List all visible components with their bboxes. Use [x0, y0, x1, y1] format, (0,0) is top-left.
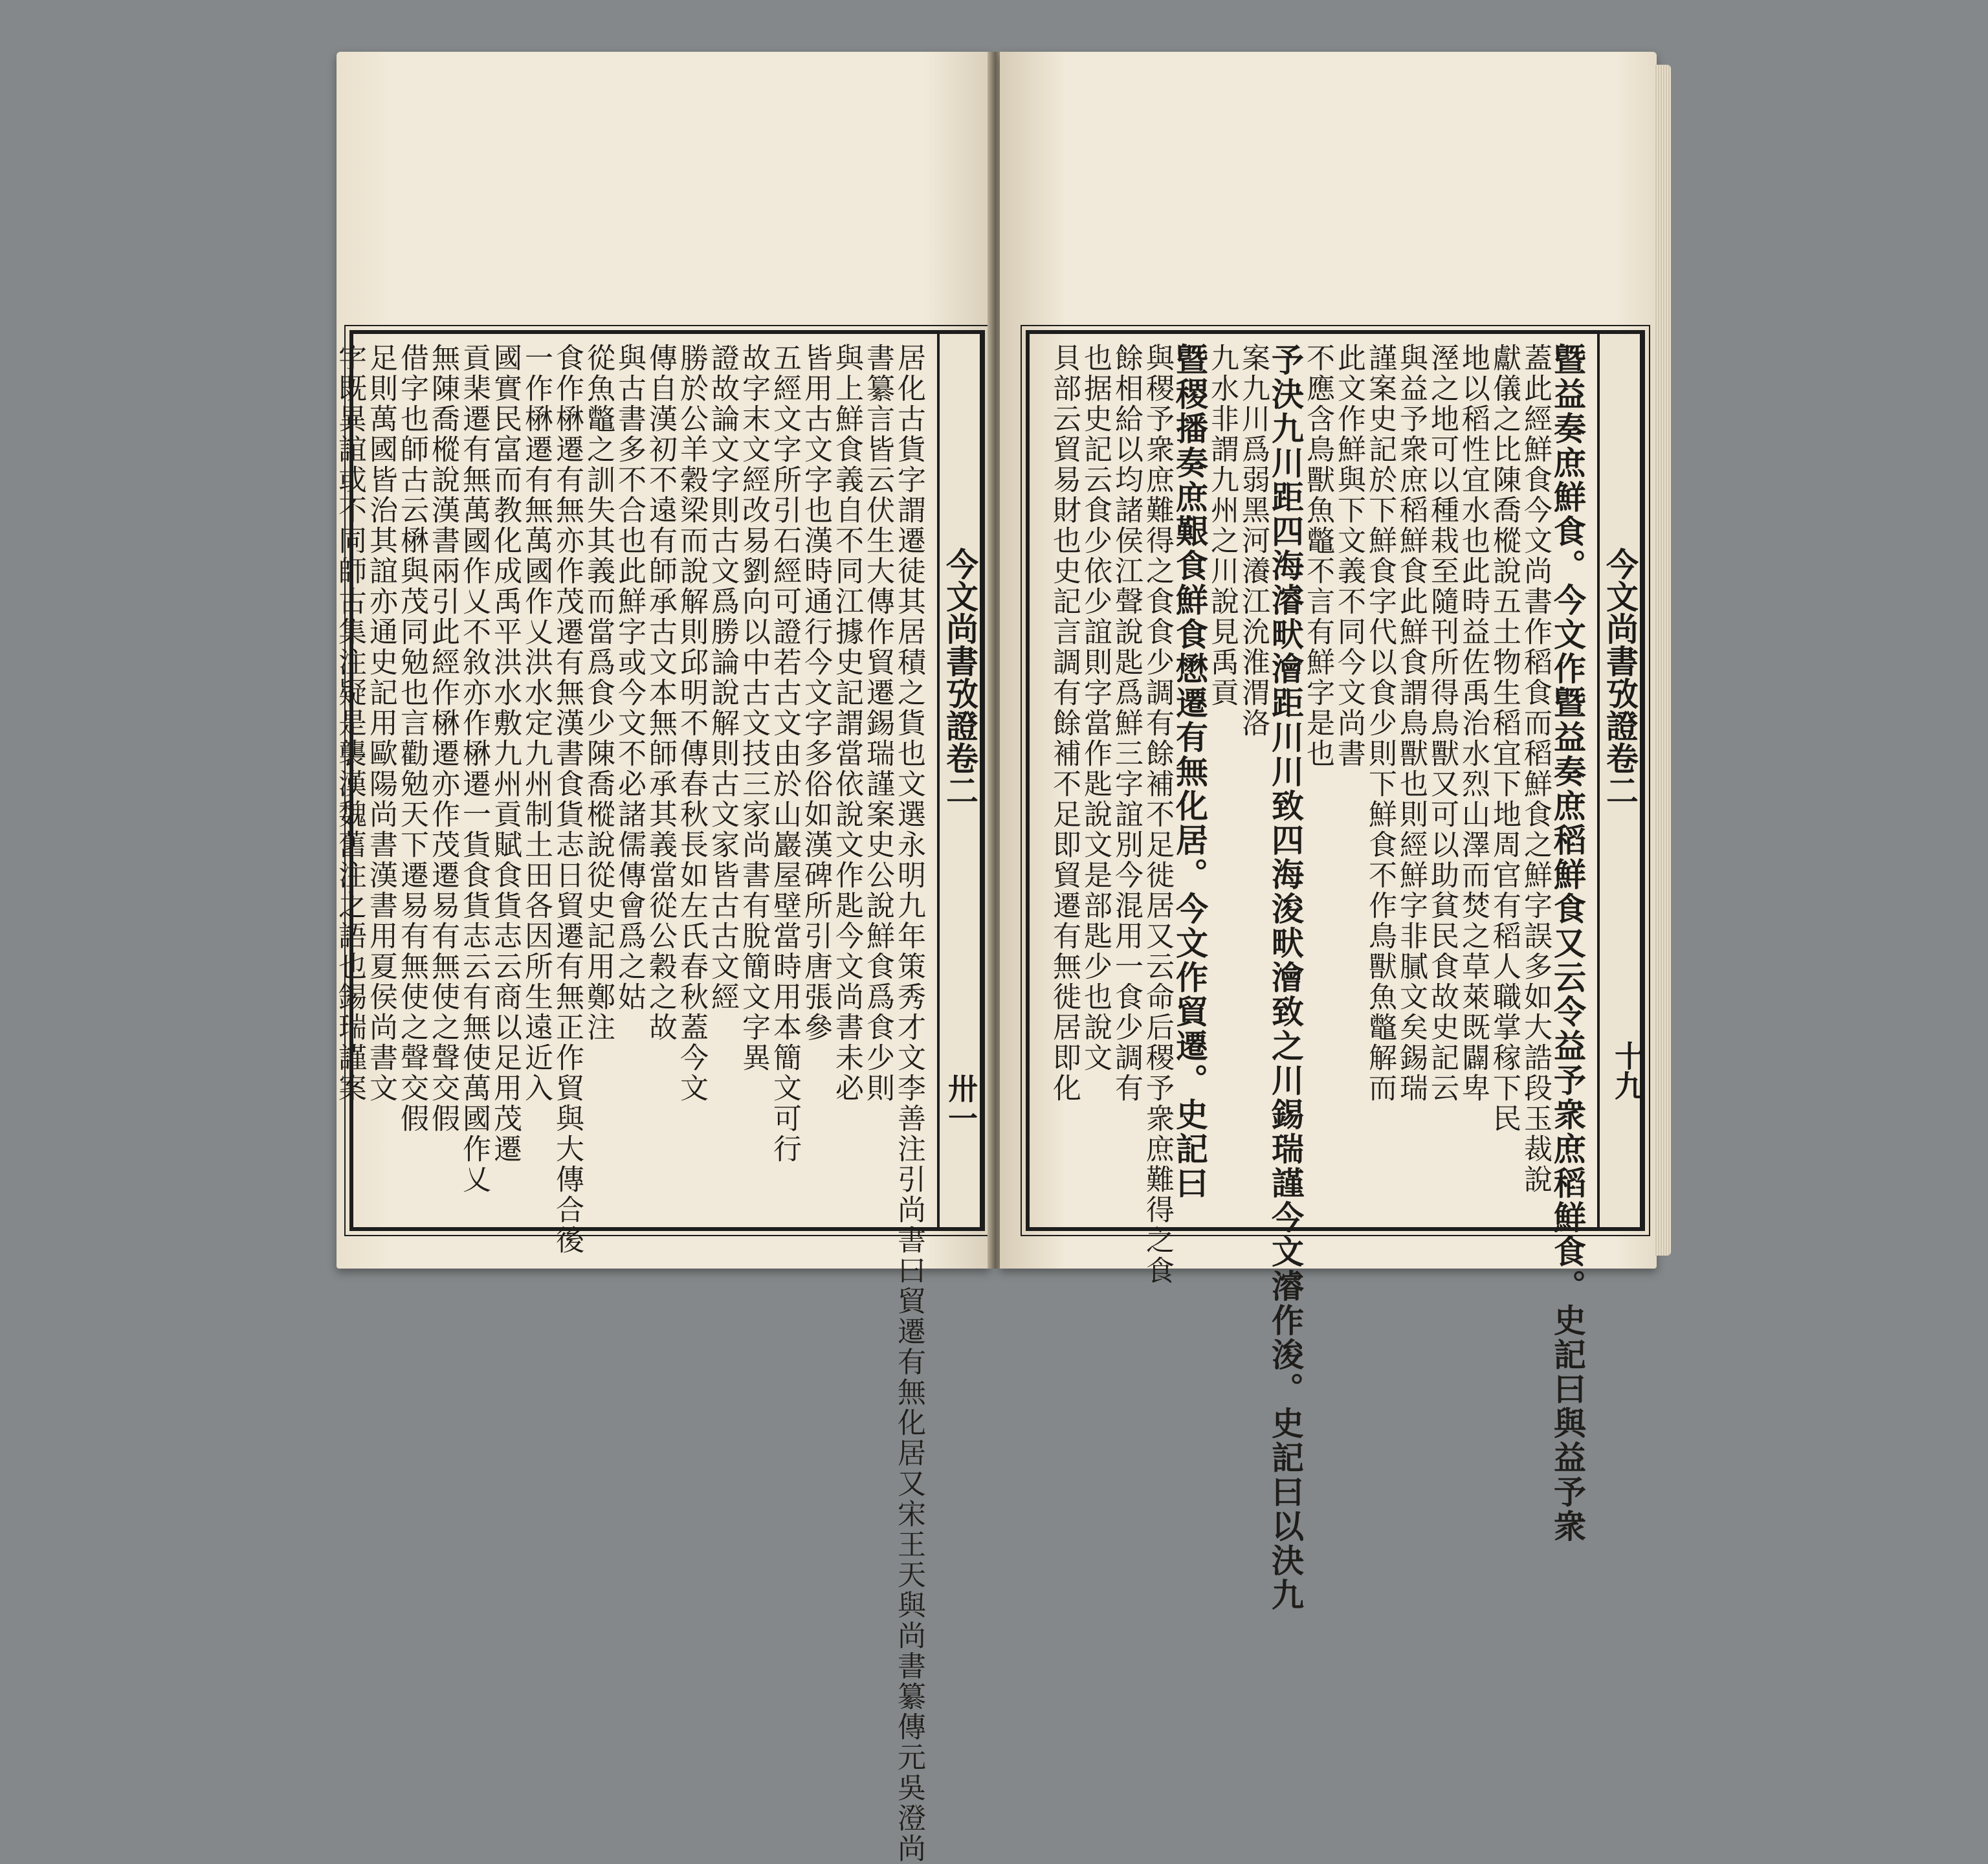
- text-column: 與稷予衆庶難得之食食少調有餘補不足徙居又云命后稷予衆庶難得之食: [1141, 343, 1174, 1286]
- text-column: 蓋此經鮮食今文尚書作稻食而稻鮮食之鮮字誤多如大誥段玉裁說: [1519, 343, 1552, 1195]
- text-column: 從魚鼈之訓失其義而當爲食少陳喬樅說從史記用鄭注: [582, 343, 615, 1043]
- text-column: 予決九川距四海濬畎澮距川川致四海浚畎澮致之川錫瑞謹今文濬作浚。史記曰以決九: [1266, 343, 1305, 1612]
- text-column: 食作楙遷有無亦作茂遷有無漢書食貨志日貿遷有無正作貿與大傳合後: [551, 343, 584, 1256]
- left-columns: [333, 334, 931, 1864]
- text-column: 借字也師古云楙與茂同勉也言勸勉天下遷易有無使之聲交假: [395, 343, 428, 1134]
- text-column: 與上鮮食義自不同江據史記謂當依說文作匙今文尚書未必: [830, 343, 863, 1104]
- text-column: 案九川爲弱黑河瀁江沇淮渭洛: [1237, 343, 1270, 738]
- right-running-title: 今文尚書攷證卷二: [1597, 334, 1642, 1227]
- text-column: 與益予衆庶稻鮮食此鮮食謂鳥獸也則經鮮字非膩文矣錫瑞: [1395, 343, 1428, 1104]
- right-page: [1000, 52, 1657, 1612]
- right-folio: 十九: [1610, 1041, 1645, 1100]
- text-column: 居化古貨字謂遷徒其居積之貨也文選永明九年策秀才文李善注引尚書曰貿遷有無化居又宋王天與尚書纂傳元吳澄尚: [892, 343, 925, 1864]
- text-column: 證故論文字則古文爲勝論說解則古文家皆古古文經: [706, 343, 739, 1012]
- text-column: 故字末文經改易劉向以中古文技三家尚書有脫簡文字異: [737, 343, 770, 1073]
- text-column: 溼之地可以種栽至隨刊所得鳥獸又可以助貧民食故史記云: [1426, 343, 1459, 1104]
- text-column: 傳自漢初不遠有師承古文本無師承其義當從公穀之故: [644, 343, 677, 1043]
- text-column: 勝於公羊穀梁而說解則邱明不傳春秋長如左氏春秋蓋今文: [675, 343, 708, 1104]
- text-column: 獻儀之比陳喬樅說五土物生稻宜下地周官有稻人職掌稼下民: [1488, 343, 1521, 1134]
- text-column: 曁稷播奏庶艱食鮮食懋遷有無化居。今文作貿遷。史記曰: [1171, 343, 1209, 1201]
- text-column: 五經文字所引石經可證若古文由於山巖屋壁當時用本簡文可行: [768, 343, 801, 1164]
- text-column: 一作楙遷有無萬國作乂洪水定九州制土田各因所生遠近入: [520, 343, 553, 1104]
- right-columns: [1030, 334, 1591, 1612]
- text-column: 餘相給以均諸侯江聲說匙爲鮮三字誼別今混用一食少調有: [1110, 343, 1143, 1104]
- text-column: 字既異誼或不同師古集注疑是襲漢魏舊注之語也錫瑞謹案: [333, 343, 366, 1104]
- text-column: 謹案史記於下鮮食字代以食少則下鮮食不作鳥獸魚鼈解而: [1364, 343, 1397, 1104]
- left-page: [333, 52, 990, 1864]
- text-column: 國實民富而教化成禹平洪水敷九州貢賦食貨志云商以足用茂遷: [489, 343, 522, 1164]
- text-column: 九水非謂九州之川說見禹貢: [1206, 343, 1239, 708]
- right-text-block: [1026, 330, 1645, 1612]
- text-column: 貝部云貿易財也史記言調有餘補不足即貿遷有無徙居即化: [1048, 343, 1081, 1104]
- left-running-title: 今文尚書攷證卷二: [937, 334, 982, 1227]
- text-column: 曁益奏庶鮮食。今文作曁益奏庶稻鮮食又云令益予衆庶稻鮮食。史記曰與益予衆: [1549, 343, 1587, 1544]
- text-column: 不應含鳥獸魚鼈不言有鮮字是也: [1301, 343, 1334, 769]
- text-column: 貢棐遷有無萬國作乂不敘亦作楙遷一貨食貨志云有無使萬國作乂: [458, 343, 491, 1195]
- text-column: 足則萬國皆治其誼亦通史記用歐陽尚書漢書用夏侯尚書文: [364, 343, 397, 1104]
- text-column: 地以稻性宜水也此時益佐禹治水烈山澤而焚之草萊既闢卑: [1457, 343, 1490, 1104]
- text-column: 此文作鮮與下文義不同今文尚書: [1332, 343, 1365, 769]
- open-book: [333, 52, 1657, 1864]
- page-edges: [1654, 65, 1671, 1256]
- left-text-block: [333, 330, 985, 1864]
- text-column: 與古書多不合也此鮮字或今文不必諸儒傳會爲之姑: [613, 343, 646, 1012]
- text-column: 也据史記云食少依少誼則字當作匙說文是部匙少也說文: [1079, 343, 1112, 1073]
- left-folio: 卅一: [944, 1073, 978, 1133]
- text-column: 無陳喬樅說漢書兩引此經作楙遷亦作茂遷易有無使之聲交假: [426, 343, 459, 1134]
- text-column: 皆用古文字也漢時通行今文字多俗如漢碑所引唐張參: [799, 343, 832, 1043]
- text-column: 書纂言皆云伏生大傳作貿遷錫瑞謹案史公說鮮食爲食少則: [861, 343, 894, 1104]
